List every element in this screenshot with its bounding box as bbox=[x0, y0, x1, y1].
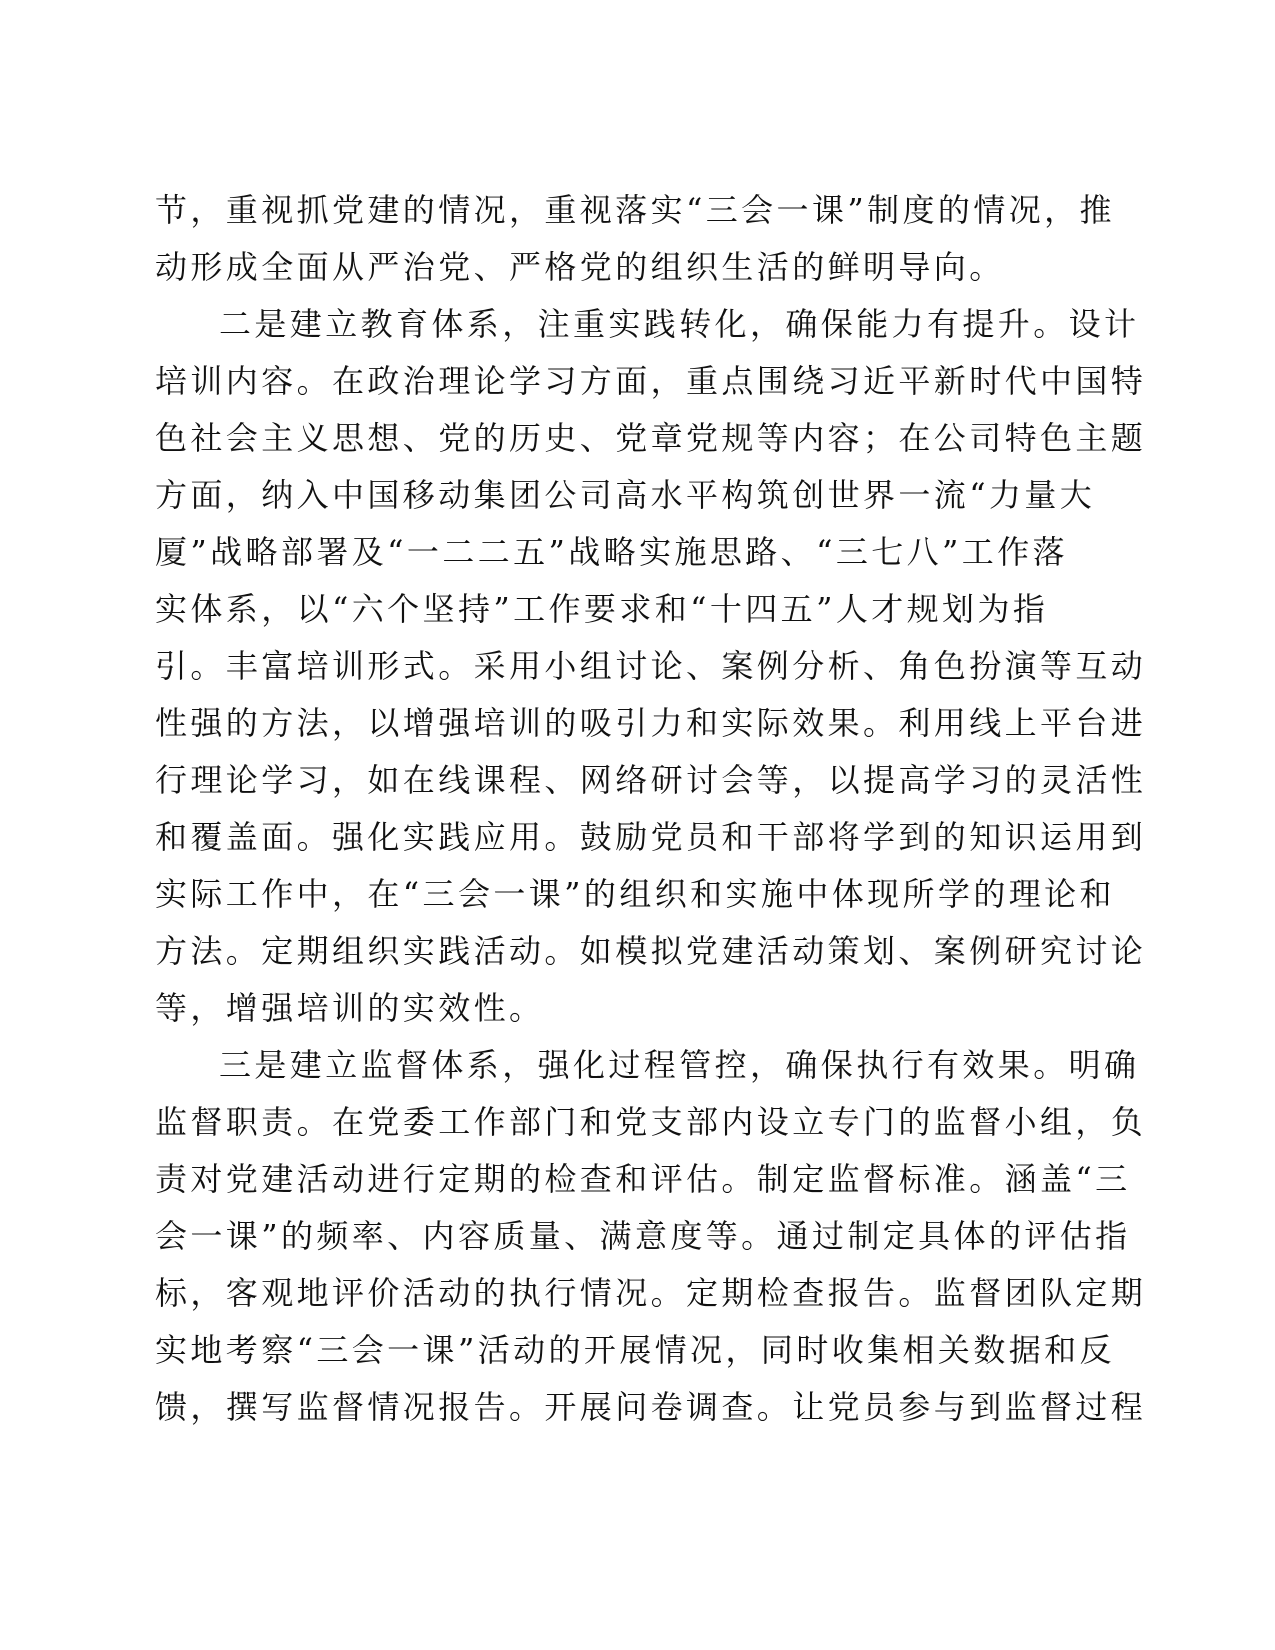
text-line: 引。丰富培训形式。采用小组讨论、案例分析、角色扮演等互动 bbox=[155, 647, 1147, 685]
text-line: 方面，纳入中国移动集团公司高水平构筑创世界一流“力量大 bbox=[155, 476, 1096, 514]
text-line: 监督职责。在党委工作部门和党支部内设立专门的监督小组，负 bbox=[155, 1103, 1147, 1141]
paragraph-start-line: 二是建立教育体系，注重实践转化，确保能力有提升。设计 bbox=[219, 305, 1140, 343]
text-line: 色社会主义思想、党的历史、党章党规等内容；在公司特色主题 bbox=[155, 419, 1147, 457]
text-line: 性强的方法，以增强培训的吸引力和实际效果。利用线上平台进 bbox=[155, 704, 1147, 742]
text-line: 标，客观地评价活动的执行情况。定期检查报告。监督团队定期 bbox=[155, 1274, 1147, 1312]
paragraph-start-line: 三是建立监督体系，强化过程管控，确保执行有效果。明确 bbox=[219, 1046, 1140, 1084]
text-line: 和覆盖面。强化实践应用。鼓励党员和干部将学到的知识运用到 bbox=[155, 818, 1147, 856]
text-line: 厦”战略部署及“一二二五”战略实施思路、“三七八”工作落 bbox=[155, 533, 1068, 571]
text-line: 培训内容。在政治理论学习方面，重点围绕习近平新时代中国特 bbox=[155, 362, 1147, 400]
text-line: 责对党建活动进行定期的检查和评估。制定监督标准。涵盖“三 bbox=[155, 1160, 1131, 1198]
text-line: 实地考察“三会一课”活动的开展情况，同时收集相关数据和反 bbox=[155, 1331, 1115, 1369]
text-line: 方法。定期组织实践活动。如模拟党建活动策划、案例研究讨论 bbox=[155, 932, 1147, 970]
text-line: 节，重视抓党建的情况，重视落实“三会一课”制度的情况，推 bbox=[155, 191, 1115, 229]
text-line: 等，增强培训的实效性。 bbox=[155, 989, 545, 1027]
text-line: 会一课”的频率、内容质量、满意度等。通过制定具体的评估指 bbox=[155, 1217, 1131, 1255]
text-line: 实体系，以“六个坚持”工作要求和“十四五”人才规划为指 bbox=[155, 590, 1049, 628]
text-line: 动形成全面从严治党、严格党的组织生活的鲜明导向。 bbox=[155, 248, 1005, 286]
text-line: 实际工作中，在“三会一课”的组织和实施中体现所学的理论和 bbox=[155, 875, 1115, 913]
text-line: 馈，撰写监督情况报告。开展问卷调查。让党员参与到监督过程 bbox=[155, 1388, 1147, 1426]
text-line: 行理论学习，如在线课程、网络研讨会等，以提高学习的灵活性 bbox=[155, 761, 1147, 799]
body-text bbox=[155, 182, 1147, 1436]
